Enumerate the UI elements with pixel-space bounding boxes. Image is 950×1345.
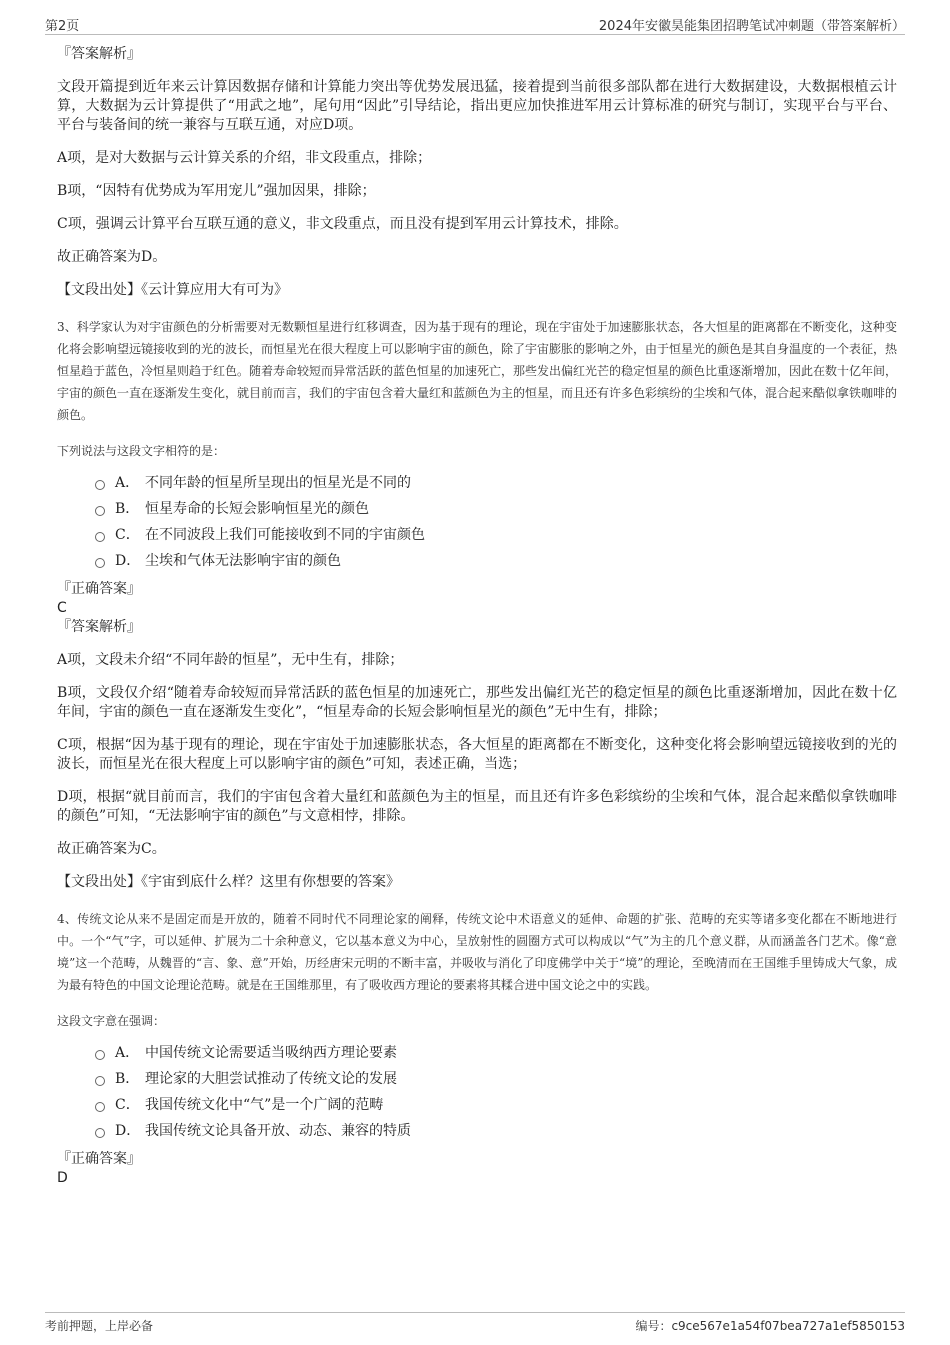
page-header	[45, 12, 905, 35]
analysis-conclusion: 故正确答案为C。	[57, 841, 166, 857]
radio-icon[interactable]	[95, 1050, 105, 1060]
option-list	[57, 469, 897, 573]
analysis-paragraph: D项，根据“就目前而言，我们的宇宙包含着大量红和蓝颜色为主的恒星，而且还有许多色彩缤纷的尘埃和气体，混合起来酷似拿铁咖啡的颜色”可知，“无法影响宇宙的颜色”与文意相悖，排除。	[57, 789, 897, 824]
option-text: 理论家的大胆尝试推动了传统文论的发展	[145, 1071, 397, 1087]
analysis-conclusion: 故正确答案为D。	[57, 249, 167, 265]
page-number: 第2页	[45, 19, 80, 34]
question-3	[57, 316, 897, 892]
option-list	[57, 1039, 897, 1143]
radio-icon[interactable]	[95, 1102, 105, 1112]
question-4	[57, 908, 897, 1187]
analysis-paragraph: A项，文段未介绍“不同年龄的恒星”，无中生有，排除；	[57, 652, 404, 668]
question-prompt: 这段文字意在强调：	[57, 1014, 166, 1028]
option-d[interactable]	[95, 1117, 897, 1143]
main-content	[57, 44, 897, 1187]
analysis-paragraph: B项，文段仅介绍“随着寿命较短而异常活跃的蓝色恒星的加速死亡，那些发出偏红光芒的稳定恒星的颜色比重逐渐增加，因此在数十亿年间，宇宙的颜色一直在逐渐发生变化”，“恒星寿命的长短会影响恒星光的颜色”无中生有，排除；	[57, 685, 897, 720]
page-footer	[45, 1312, 905, 1335]
option-c[interactable]	[95, 521, 897, 547]
option-letter: C．	[115, 1097, 140, 1113]
radio-icon[interactable]	[95, 532, 105, 542]
correct-answer-label: 『正确答案』	[57, 1151, 141, 1167]
correct-answer: D	[57, 1170, 68, 1186]
radio-icon[interactable]	[95, 558, 105, 568]
radio-icon[interactable]	[95, 1076, 105, 1086]
source-citation: 【文段出处】《宇宙到底什么样？这里有你想要的答案》	[57, 874, 400, 890]
document-id: 编号：c9ce567e1a54f07bea727a1ef5850153	[635, 1319, 905, 1333]
option-a[interactable]	[95, 1039, 897, 1065]
option-text: 我国传统文化中“气”是一个广阔的范畴	[145, 1097, 384, 1113]
source-citation: 【文段出处】《云计算应用大有可为》	[57, 282, 288, 298]
radio-icon[interactable]	[95, 480, 105, 490]
document-title: 2024年安徽昊能集团招聘笔试冲刺题（带答案解析）	[598, 19, 905, 34]
option-text: 恒星寿命的长短会影响恒星光的颜色	[145, 501, 369, 517]
option-letter: B．	[115, 1071, 140, 1087]
option-text: 我国传统文论具备开放、动态、兼容的特质	[145, 1123, 411, 1139]
option-a[interactable]	[95, 469, 897, 495]
radio-icon[interactable]	[95, 1128, 105, 1138]
option-letter: D．	[115, 553, 141, 569]
question-2-analysis	[57, 44, 897, 300]
radio-icon[interactable]	[95, 506, 105, 516]
option-letter: A．	[115, 475, 140, 491]
question-stem: 3、科学家认为对宇宙颜色的分析需要对无数颗恒星进行红移调查，因为基于现有的理论，现在宇宙处于加速膨胀状态，各大恒星的距离都在不断变化，这种变化将会影响望远镜接收到的光的波长，而恒星光在很大程度上可以影响宇宙的颜色，除了宇宙膨胀的影响之外，由于恒星光的颜色是其自身温度的一个表征，热恒星趋于蓝色，冷恒星则趋于红色。随着寿命较短而异常活跃的蓝色恒星的加速死亡，那些发出偏红光芒的稳定恒星的颜色比重逐渐增加，因此在数十亿年间，宇宙的颜色一直在逐渐发生变化，就目前而言，我们的宇宙包含着大量红和蓝颜色为主的恒星，而且还有许多色彩缤纷的尘埃和气体，混合起来酷似拿铁咖啡的颜色。	[57, 320, 898, 422]
correct-answer-label: 『正确答案』	[57, 581, 141, 597]
analysis-paragraph: A项，是对大数据与云计算关系的介绍，非文段重点，排除；	[57, 150, 432, 166]
option-letter: A．	[115, 1045, 140, 1061]
option-b[interactable]	[95, 495, 897, 521]
option-text: 不同年龄的恒星所呈现出的恒星光是不同的	[145, 475, 411, 491]
option-text: 尘埃和气体无法影响宇宙的颜色	[145, 553, 341, 569]
question-stem: 4、传统文论从来不是固定而是开放的，随着不同时代不同理论家的阐释，传统文论中术语意义的延伸、命题的扩张、范畴的充实等诸多变化都在不断地进行中。一个“气”字，可以延伸、扩展为二十余种意义，它以基本意义为中心，呈放射性的圆圈方式可以构成以“气”为主的几个意义群，从而涵盖各门艺术。像“意境”这一个范畴，从魏晋的“言、象、意”开始，历经唐宋元明的不断丰富，并吸收与消化了印度佛学中关于“境”的理论，至晚清而在王国维手里铸成大气象，成为最有特色的中国文论理论范畴。就是在王国维那里，有了吸收西方理论的要素将其糅合进中国文论之中的实践。	[57, 912, 897, 992]
option-b[interactable]	[95, 1065, 897, 1091]
option-letter: C．	[115, 527, 140, 543]
option-letter: B．	[115, 501, 140, 517]
question-prompt: 下列说法与这段文字相符的是：	[57, 444, 226, 458]
footer-slogan: 考前押题，上岸必备	[45, 1319, 154, 1333]
option-text: 中国传统文论需要适当吸纳西方理论要素	[145, 1045, 397, 1061]
analysis-paragraph: 文段开篇提到近年来云计算因数据存储和计算能力突出等优势发展迅猛，接着提到当前很多部队都在进行大数据建设，大数据根植云计算，大数据为云计算提供了“用武之地”，尾句用“因此”引导结论，指出更应加快推进军用云计算标准的研究与制订，实现平台与平台、平台与装备间的统一兼容与互联互通，对应D项。	[57, 79, 897, 133]
analysis-paragraph: B项，“因特有优势成为军用宠儿”强加因果，排除；	[57, 183, 376, 199]
option-text: 在不同波段上我们可能接收到不同的宇宙颜色	[145, 527, 425, 543]
analysis-label: 『答案解析』	[57, 46, 141, 62]
option-d[interactable]	[95, 547, 897, 573]
option-letter: D．	[115, 1123, 141, 1139]
analysis-label: 『答案解析』	[57, 619, 141, 635]
option-c[interactable]	[95, 1091, 897, 1117]
analysis-paragraph: C项，根据“因为基于现有的理论，现在宇宙处于加速膨胀状态，各大恒星的距离都在不断变化，这种变化将会影响望远镜接收到的光的波长，而恒星光在很大程度上可以影响宇宙的颜色”可知，表述正确，当选；	[57, 737, 897, 772]
analysis-paragraph: C项，强调云计算平台互联互通的意义，非文段重点，而且没有提到军用云计算技术，排除。	[57, 216, 628, 232]
correct-answer: C	[57, 600, 67, 616]
